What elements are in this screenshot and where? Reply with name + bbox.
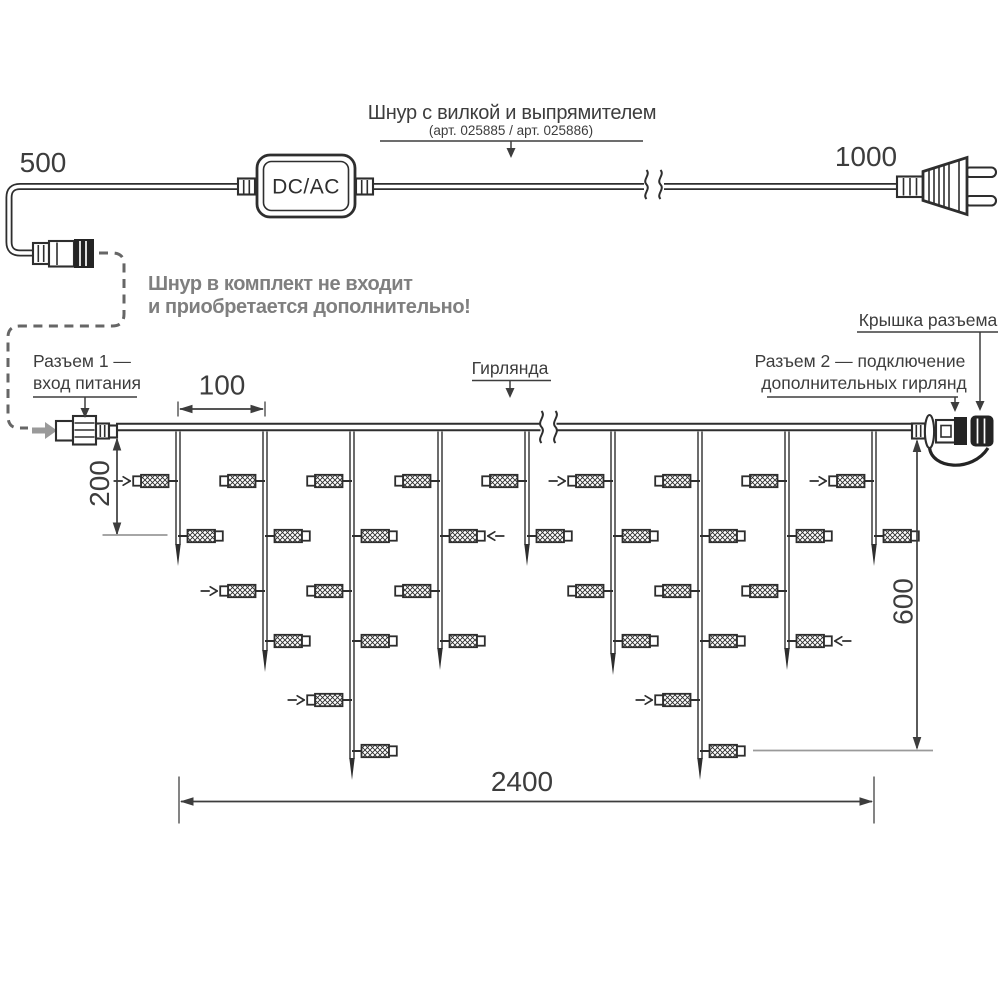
garland-drop [636,432,745,781]
lamp-icon [114,475,178,487]
dim-garland-length [179,766,874,824]
garland-drop [549,432,658,676]
cord-left-length: 500 [19,147,67,178]
drop-tip [262,650,267,672]
lamp-icon [549,475,613,487]
drop-tip [175,544,180,566]
cap-lanyard [930,447,989,465]
flash-arrow-icon [288,696,304,704]
plug-prong [965,196,996,206]
note-line2: и приобретается дополнительно! [148,296,471,318]
dim-100-value: 100 [198,369,246,401]
lamp-icon [178,530,223,542]
lamp-icon [787,530,832,542]
lamp-icon [636,694,700,706]
lamp-icon [307,585,352,597]
lamp-icon [613,530,658,542]
lamp-icon [527,530,572,542]
power-entry-arrow-icon [32,422,57,439]
lamp-icon [352,745,397,757]
flash-arrow-icon [636,696,652,704]
connector-2-icon [912,415,994,465]
connector-pin-icon [356,179,373,195]
connector2-callout [755,351,967,412]
note-line1: Шнур в комплект не входит [148,273,413,295]
lamp-icon [440,635,485,647]
lamp-icon [700,745,745,757]
cord-end-connector-icon [33,239,94,268]
dim-600-value: 600 [887,578,919,625]
lamp-icon [742,585,787,597]
garland-section [32,310,998,824]
dc-ac-converter [238,155,373,217]
drop-tip [871,544,876,566]
drop-tip [524,544,529,566]
lamp-icon [265,635,310,647]
lamp-icon [874,530,919,542]
lamp-icon [655,475,700,487]
flash-arrow-icon [201,587,217,595]
drop-tip [697,758,702,780]
garland-drop [288,432,397,781]
garland-drop [201,432,310,673]
lamp-icon [307,475,352,487]
garland-drop [742,432,851,671]
drop-tip [610,653,615,675]
wire-break-icon [645,170,662,199]
garland-drop [114,432,223,567]
lamp-icon [352,635,397,647]
flash-arrow-icon [549,477,565,485]
flash-arrow-icon [835,637,851,645]
lamp-icon [810,475,874,487]
lamp-icon [700,530,745,542]
note-text [148,273,470,318]
connector-pin-icon [96,424,109,439]
lamp-icon [700,635,745,647]
lamp-icon [265,530,310,542]
cord-callout [368,102,656,158]
drop-tip [437,648,442,670]
cord-art-label: (арт. 025885 / арт. 025886) [428,123,594,138]
lamp-icon [482,475,527,487]
garland-callout [472,358,551,398]
connector-pin-icon [33,243,49,264]
cord-right-length: 1000 [834,141,898,172]
dim-2400-value: 2400 [490,766,554,797]
cord-label: Шнур с вилкой и выпрямителем [367,102,657,124]
garland-drop [395,432,504,671]
lamp-icon [352,530,397,542]
connector-1-icon [32,416,117,445]
flash-arrow-icon [810,477,826,485]
dim-drop-spacing [178,370,265,417]
lamp-icon [742,475,787,487]
connector-cap-icon [971,416,994,447]
drop-tip [784,648,789,670]
connector2-label-line1: Разъем 2 — подключение [754,351,966,371]
connector-pin-icon [912,424,925,439]
drop-tip [349,758,354,780]
dashed-connection-path [8,253,124,428]
mains-plug-icon [897,158,996,215]
connector1-callout [33,351,141,418]
garland-drop [482,432,572,567]
connector-pin-icon [238,179,255,195]
converter-label: DC/AC [272,175,340,199]
wire-break-icon [540,411,557,443]
garland-drops [114,432,919,781]
lamp-icon [395,475,440,487]
lamp-icon [288,694,352,706]
lamp-icon [220,475,265,487]
lamp-icon [787,635,851,647]
lamp-icon [201,585,265,597]
lamp-icon [613,635,658,647]
garland-label: Гирлянда [471,358,549,378]
connector2-label-line2: дополнительных гирлянд [761,373,967,393]
lamp-icon [568,585,613,597]
cap-label: Крышка разъема [858,310,998,330]
garland-drop [810,432,919,567]
connector1-label-line2: вход питания [33,373,141,393]
lamp-icon [655,585,700,597]
lamp-icon [440,530,504,542]
plug-prong [965,168,996,178]
connector1-label-line1: Разъем 1 — [33,351,131,371]
flash-arrow-icon [488,532,504,540]
lamp-icon [395,585,440,597]
dim-200-value: 200 [84,460,115,507]
